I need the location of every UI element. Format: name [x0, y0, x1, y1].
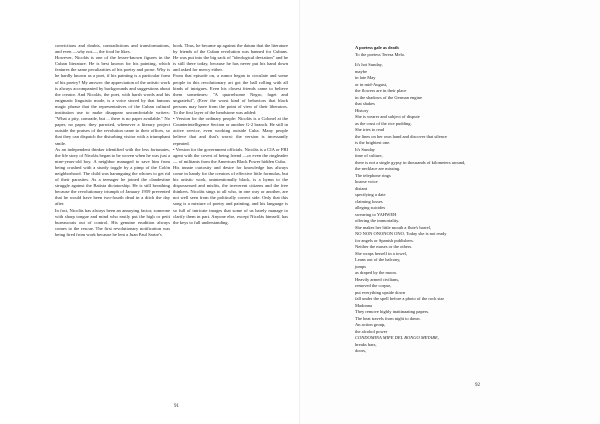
poem-line: the necklace are missing.	[355, 166, 401, 171]
poem-line: breaks bars,	[355, 341, 377, 347]
poem-line: distant	[355, 185, 367, 191]
paragraph: book. Thus, he became up against the datum that the literature by friends of the Cuban revolution was banned for Cubans. He was put into the big sack of "ideological deviation" and he is still there today, because he has never put his hand down and asked for mercy either.	[173, 43, 288, 73]
poem-line: Leans out of the balcony,	[355, 257, 401, 262]
poem-line: claiming losses	[355, 198, 383, 204]
poem-line: or in mid-August,	[355, 81, 388, 87]
poem-line: Heavily armed civilians,	[355, 276, 400, 282]
poem-line: in the shadows of the German engine	[355, 94, 422, 100]
poem-line: removed the corpse,	[355, 283, 392, 288]
poem-line: History	[355, 107, 369, 113]
poem-line: NO NON ONONON ONO. Today she is not ready	[355, 231, 447, 236]
poem-block	[355, 45, 505, 353]
poem-line: hoarse voice	[355, 179, 378, 184]
poem-line: CONDOMINA MIFE DEL BONGO METABE,	[355, 335, 439, 340]
paragraph: convictions and doubts, contradictions and transformations, and even —why not—, the food he likes.	[55, 43, 170, 55]
poem-line: that shakes	[355, 101, 375, 106]
bullet-paragraph: • Version for the ordinary people: Nicolás is a Colonel at the Counterintelligence Section or another G-2 branch. He still in active service, even working outside Cuba. Many people believe that and that's worst: the version is incessantly repeated.	[173, 116, 288, 146]
poem-line: for angels or Spanish publishers.	[355, 237, 414, 243]
paragraph: His innate curiosity and desire for knowledge has always come in handy for the creators of effective little formulas, but his artistic work, unintentionally black, is a hymn to the dispossessed and misfits, the irreverent citizens and the free thinkers. Nicolás sings to all who, in one way or another, are not well seen from the politically correct side. Only that this song is a mixture of poetry and painting, and his language is so full of intricate images that some of us barely manage to clarify them in part. Anyone else, except Nicolás himself, has the keys to full understanding.	[173, 164, 288, 225]
poem-line: offering the immortality.	[355, 218, 400, 223]
poem-line: is the brightest one.	[355, 140, 391, 145]
poem-line: specifying a date	[355, 192, 386, 197]
poem-line: She makes her little mouth a flute's barrel,	[355, 224, 432, 230]
poem-line: It's Sunday	[355, 146, 375, 152]
poem-dedication: To the poetess Teresa Melo.	[355, 51, 406, 57]
poem-line: alleging suicides	[355, 205, 386, 210]
poem-line: put everything upside down	[355, 289, 406, 295]
poem-line: as the crust of the rice pudding.	[355, 120, 412, 126]
poem-line: doors,	[355, 348, 367, 353]
poem-line: She is wearer and subject of dispute	[355, 114, 420, 119]
poem-line: fall under the spell before a photo of the rock star	[355, 296, 444, 301]
poem-line: maybe	[355, 68, 367, 74]
poem-line: An action group,	[355, 322, 386, 327]
paragraph: From that episode on, a rumor began to circulate and some people in this revolutionary art got the ball rolling with all kinds of intrigues. Even his closest friends came to believe them sometimes: "A quarrelsome Negro, faget and ungrateful", (Ever the worst kind of behaviors that black persons may have from the point of view of their liberators. To the first layer of the headstone was added:	[173, 73, 288, 116]
poem-line: jumps	[355, 263, 367, 269]
poem-line: the flowers are in their place	[355, 88, 407, 93]
poem-line: there is not a single gypsy in thousands of kilometers around,	[355, 159, 466, 165]
poem-line: Neither the muses or the others.	[355, 244, 413, 249]
poem-line: in late May	[355, 75, 376, 80]
poem-line: It's hot Sunday,	[355, 62, 383, 67]
poem-line: the lines on her own hand and discover that silence	[355, 133, 447, 139]
poem-line: as draped by the moon.	[355, 270, 397, 275]
poem-lines	[355, 62, 505, 355]
poem-line: The heat travels from night to dawn.	[355, 315, 421, 321]
paragraph: As an independent thinker identified with the less fortunates, the life story of Nicolás began to be woven when he was just a nine-years-old boy. A neighbor managed to save him from being crushed with a sturdy toggle by a pimp of the Colón neighborhood. The child was haranguing the whores to get rid of their parasites. As a teenager he joined the clandestine struggle against the Batista dictatorship. He is still breathing because the revolutionary triumph of January 1959 prevented that he would have been two-fourth dead in a ditch the day after.	[55, 146, 170, 207]
poem-line: the alcohol power	[355, 328, 388, 334]
poem-line: She tries to read	[355, 127, 385, 132]
left-text-column	[55, 43, 170, 373]
poem-line: time of culture,	[355, 153, 383, 158]
poem-title: A poetess gale as death	[355, 45, 399, 50]
bullet-paragraph: • Version for the government officials. Nicolás is a CIA or FBI agent with the covert of being friend —or even the ringleader— of militants from the American Black Power hidden Cuba.	[173, 146, 288, 164]
poem-line: swearing to YAHWEH	[355, 211, 397, 217]
right-text-column	[173, 43, 288, 258]
poem-line: Madonna	[355, 302, 372, 308]
paragraph: In fact, Nicolás has always been an annoying factor, someone with sharp tongue and mind who easily put the high or petit bureaucrats out of control. His genuine erudition always comes to the rescue. The first revolutionary notification was being fired from work because he lent a Juan Paul Sartre's	[55, 207, 170, 237]
paragraph: However, Nicolás is one of the lesser-known figures in the Cuban literature. He is best known for his painting, which features the same peculiarities of his poetry and prose. Why is he hardly known as a poet, if his painting is a particular form of his poetry? My answer: the appreciation of the artistic work is always accompanied by backgrounds and suggestions about the creator. And Nicolás, the poet, with harsh words and his enigmatic linguistic mode, is a voice stored by that famous magic phrase that the representatives of the Cuban cultural institution use to make disappear uncomfortable writers: "What a pity, comrade, but ... there is no paper available." No paper, no paper, they parroted, whenever a literary project outside the praises of the revolution came to their offices, so that they can dispatch the disturbing visitor with a triumphant smile.	[55, 55, 170, 146]
poem-line: She wraps herself in a towel,	[355, 250, 407, 256]
poem-line: The telephone rings	[355, 172, 391, 178]
poem-line: They remove highly inattinaating papers.	[355, 309, 430, 314]
page-number-right: 92	[475, 383, 480, 388]
page-number-left: 91	[174, 404, 179, 409]
